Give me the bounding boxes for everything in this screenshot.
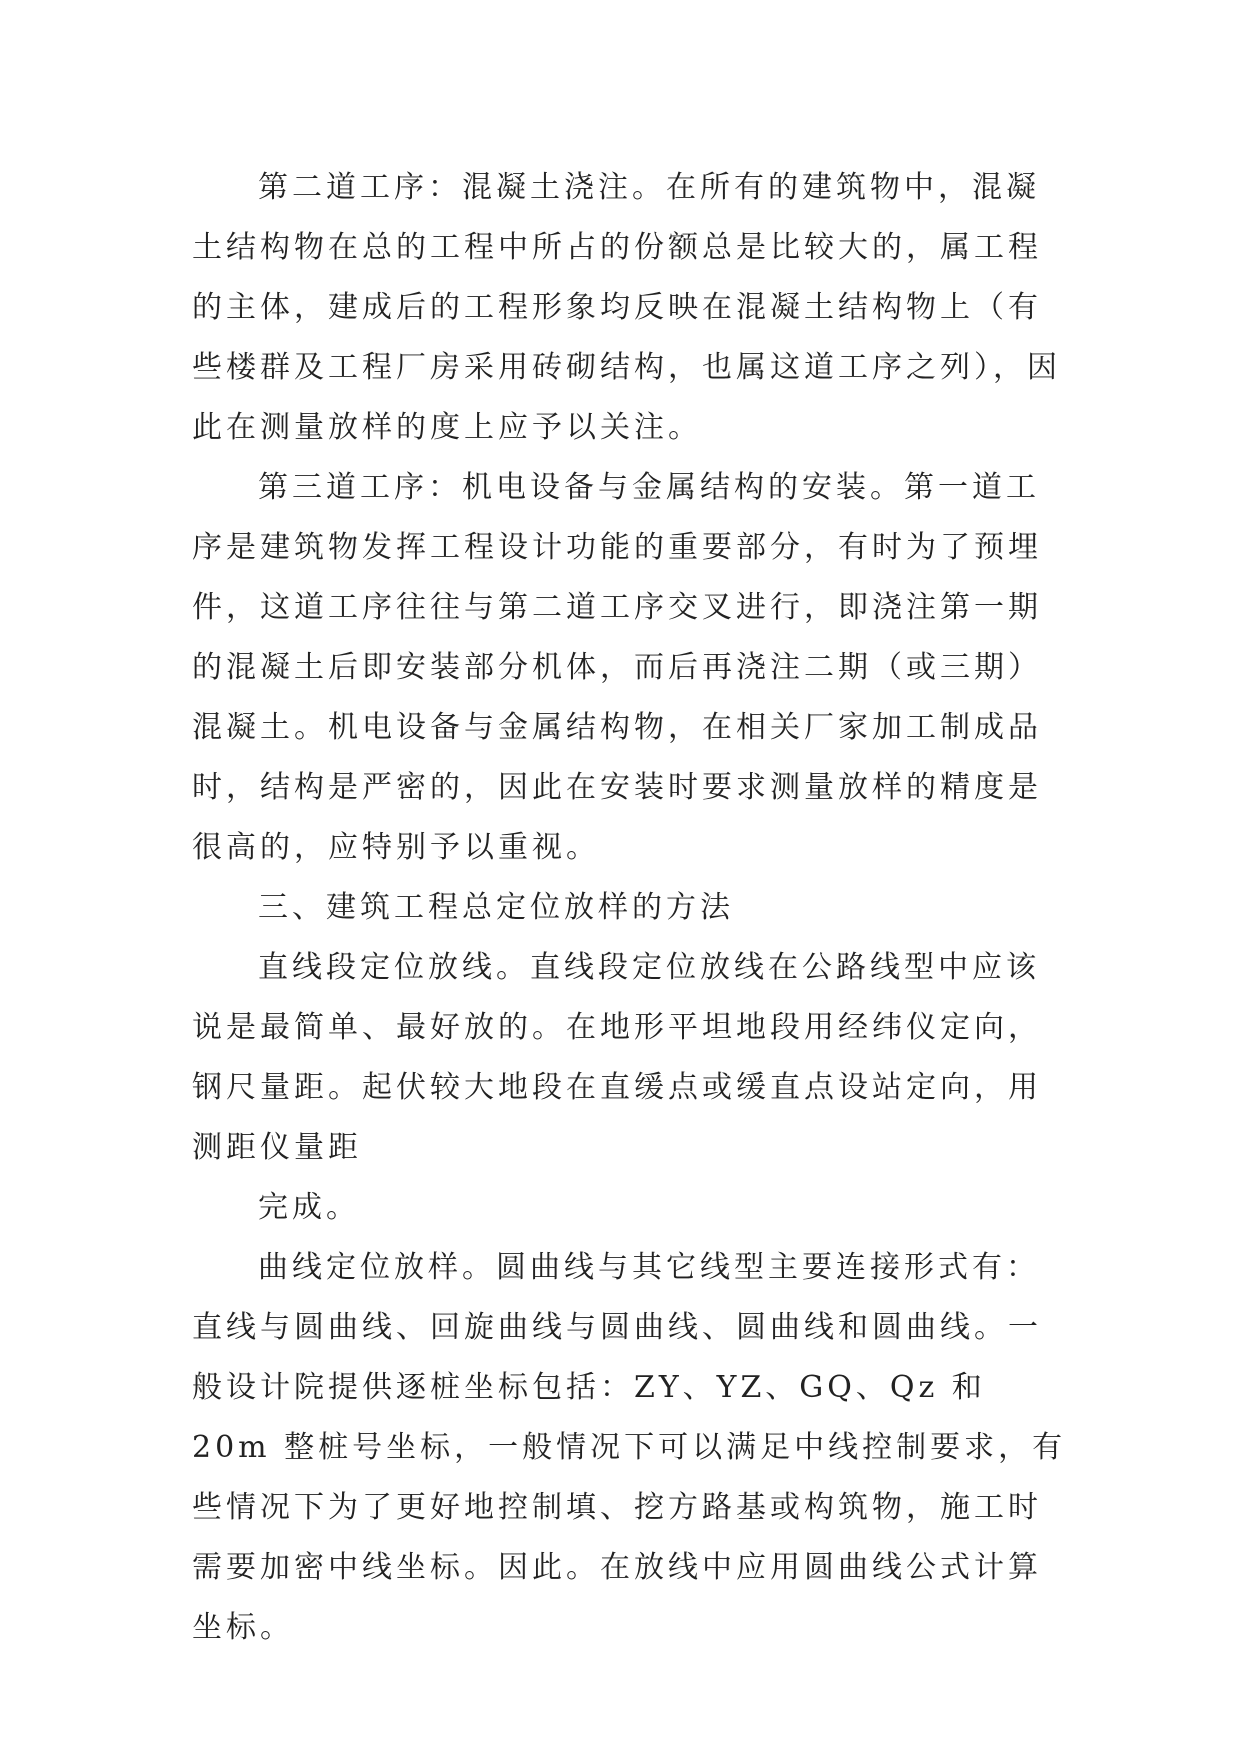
paragraph-completion: 完成。: [258, 1190, 360, 1225]
paragraph-concrete-pouring: 第二道工序：混凝土浇注。在所有的建筑物中，混凝土结构物在总的工程中所占的份额总是比较大的，属工程的主体，建成后的工程形象均反映在混凝土结构物上（有些楼群及工程厂房采用砖砌结构，也属这道工序之列），因此在测量放样的度上应予以关注。: [192, 170, 1061, 445]
section-heading-positioning-methods: 三、建筑工程总定位放样的方法: [258, 890, 734, 925]
paragraph-straight-line-positioning: 直线段定位放线。直线段定位放线在公路线型中应该说是最简单、最好放的。在地形平坦地段用经纬仪定向，钢尺量距。起伏较大地段在直缓点或缓直点设站定向，用测距仪量距: [192, 950, 1042, 1165]
paragraph-equipment-installation: 第三道工序：机电设备与金属结构的安装。第一道工序是建筑物发挥工程设计功能的重要部分，有时为了预埋件，这道工序往往与第二道工序交叉进行，即浇注第一期的混凝土后即安装部分机体，而后再浇注二期（或三期）混凝土。机电设备与金属结构物，在相关厂家加工制成品时，结构是严密的，因此在安装时要求测量放样的精度是很高的，应特别予以重视。: [192, 470, 1042, 865]
document-body: [192, 158, 1072, 1658]
paragraph-curve-positioning: 曲线定位放样。圆曲线与其它线型主要连接形式有：直线与圆曲线、回旋曲线与圆曲线、圆曲线和圆曲线。一般设计院提供逐桩坐标包括：ZY、YZ、GQ、Qz 和 20m 整桩号坐标，一般情况下可以满足中线控制要求，有些情况下为了更好地控制填、挖方路基或构筑物，施工时需要加密中线坐标。因此。在放线中应用圆曲线公式计算坐标。: [192, 1250, 1067, 1645]
